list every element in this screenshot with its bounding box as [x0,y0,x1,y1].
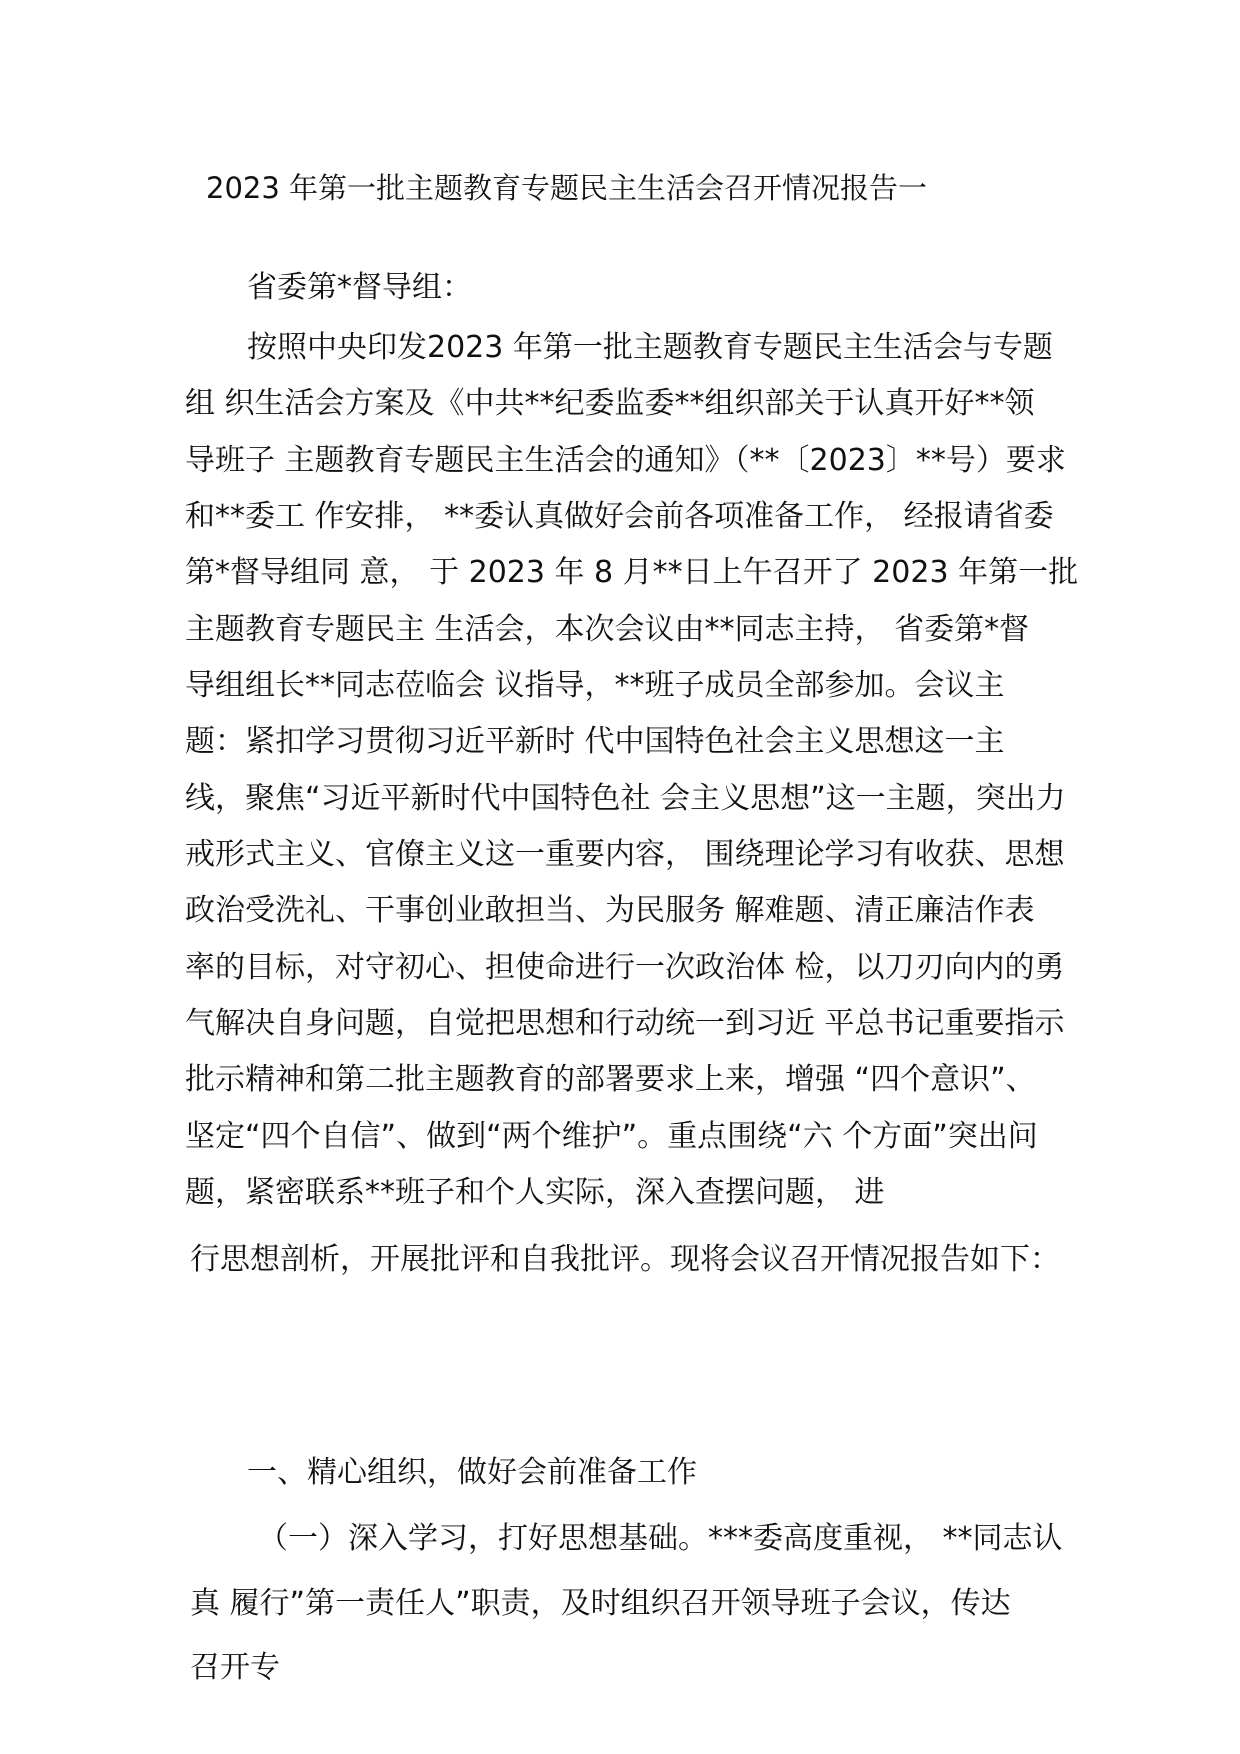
body-line: 导组组长**同志莅临会 议指导，**班子成员全部参加。会议主 [185,668,1005,703]
body-line: 题：紧扣学习贯彻习近平新时 代中国特色社会主义思想这一主 [185,724,1005,759]
body-line: 坚定“四个自信”、做到“两个维护”。重点围绕“六 个方面”突出问 [185,1119,1038,1154]
body-line: 率的目标，对守初心、担使命进行一次政治体 检，以刀刃向内的勇 [185,950,1065,985]
body-line: 行思想剖析，开展批评和自我批评。现将会议召开情况报告如下： [190,1242,1060,1277]
body-line: 和**委工 作安排， **委认真做好会前各项准备工作， 经报请省委 [185,499,1054,534]
subsection-line: （一）深入学习，打好思想基础。***委高度重视， **同志认 [258,1521,1063,1556]
document-title: 2023 年第一批主题教育专题民主生活会召开情况报告一 [206,171,928,205]
body-line: 题，紧密联系**班子和个人实际，深入查摆问题， 进 [185,1175,885,1210]
body-line: 导班子 主题教育专题民主生活会的通知》（**〔2023〕**号）要求 [185,443,1066,478]
body-line: 批示精神和第二批主题教育的部署要求上来，增强 “四个意识”、 [185,1062,1036,1097]
subsection-line: 召开专 [190,1650,280,1685]
body-line: 第*督导组同 意， 于 2023 年 8 月**日上午召开了 2023 年第一批 [185,555,1079,590]
body-line: 戒形式主义、官僚主义这一重要内容， 围绕理论学习有收获、思想 [185,837,1065,872]
section-heading: 一、精心组织，做好会前准备工作 [247,1455,697,1490]
body-line: 主题教育专题民主 生活会，本次会议由**同志主持， 省委第*督 [185,612,1030,647]
body-line: 组 织生活会方案及《中共**纪委监委**组织部关于认真开好**领 [185,386,1035,421]
body-line: 气解决自身问题，自觉把思想和行动统一到习近 平总书记重要指示 [185,1006,1065,1041]
body-line: 政治受洗礼、干事创业敢担当、为民服务 解难题、清正廉洁作表 [185,893,1035,928]
body-line: 按照中央印发2023 年第一批主题教育专题民主生活会与专题 [247,330,1053,365]
body-line: 线，聚焦“习近平新时代中国特色社 会主义思想”这一主题，突出力 [185,781,1066,816]
subsection-line: 真 履行”第一责任人”职责，及时组织召开领导班子会议，传达 [190,1586,1011,1621]
salutation: 省委第*督导组： [247,270,472,305]
